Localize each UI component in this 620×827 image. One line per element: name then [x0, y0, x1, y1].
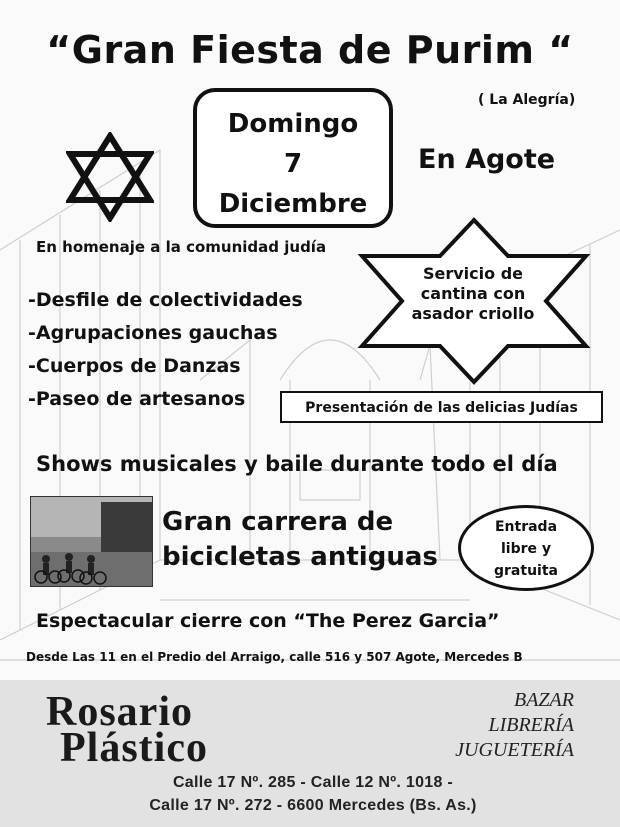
date-day: 7 [283, 149, 303, 179]
date-box [193, 88, 393, 228]
category-jugueteria: JUGUETERÍA [455, 739, 574, 761]
event-place: En Agote [418, 144, 556, 175]
sponsor-categories [404, 688, 574, 763]
list-item: -Paseo de artesanos [28, 388, 246, 410]
event-list [28, 284, 303, 416]
category-libreria: LIBRERÍA [488, 714, 574, 736]
location-text: Desde Las 11 en el Predio del Arraigo, calle 516 y 507 Agote, Mercedes B [26, 650, 523, 664]
sponsor-address-line-1: Calle 17 Nº. 285 - Calle 12 Nº. 1018 - [172, 774, 454, 791]
sponsor-address-line-2: Calle 17 Nº. 272 - 6600 Mercedes (Bs. As.) [149, 797, 477, 814]
entrada-badge [458, 505, 594, 591]
shows-text: Shows musicales y baile durante todo el día [36, 452, 558, 476]
closing-text: Espectacular cierre con “The Perez Garcia” [36, 610, 500, 632]
entrada-line-1: Entrada [494, 519, 558, 535]
bicycle-race-photo [30, 496, 153, 587]
entrada-line-3: gratuita [494, 563, 558, 579]
category-bazar: BAZAR [514, 689, 574, 711]
cantina-line-1: Servicio de [422, 264, 523, 283]
race-text [162, 505, 438, 575]
sponsor-name-line-2: Plástico [60, 725, 208, 771]
date-day-name: Domingo [227, 109, 359, 139]
star-of-david-icon [66, 132, 154, 222]
event-subtitle: ( La Alegría) [478, 92, 576, 108]
sponsor-footer [0, 680, 620, 827]
homage-text: En homenaje a la comunidad judía [36, 238, 327, 256]
cantina-text [398, 264, 548, 324]
delicias-box: Presentación de las delicias Judías [280, 391, 603, 423]
cantina-line-2: cantina con [420, 284, 526, 303]
event-title: “Gran Fiesta de Purim “ [46, 28, 574, 72]
list-item: -Desfile de colectividades [28, 289, 303, 311]
race-line-2: bicicletas antiguas [162, 542, 438, 572]
entrada-line-2: libre y [500, 541, 552, 557]
cantina-line-3: asador criollo [411, 304, 535, 323]
sponsor-name-line-1: Rosario [46, 689, 193, 735]
list-item: -Cuerpos de Danzas [28, 355, 241, 377]
list-item: -Agrupaciones gauchas [28, 322, 278, 344]
race-line-1: Gran carrera de [162, 507, 394, 537]
date-month: Diciembre [218, 189, 368, 219]
